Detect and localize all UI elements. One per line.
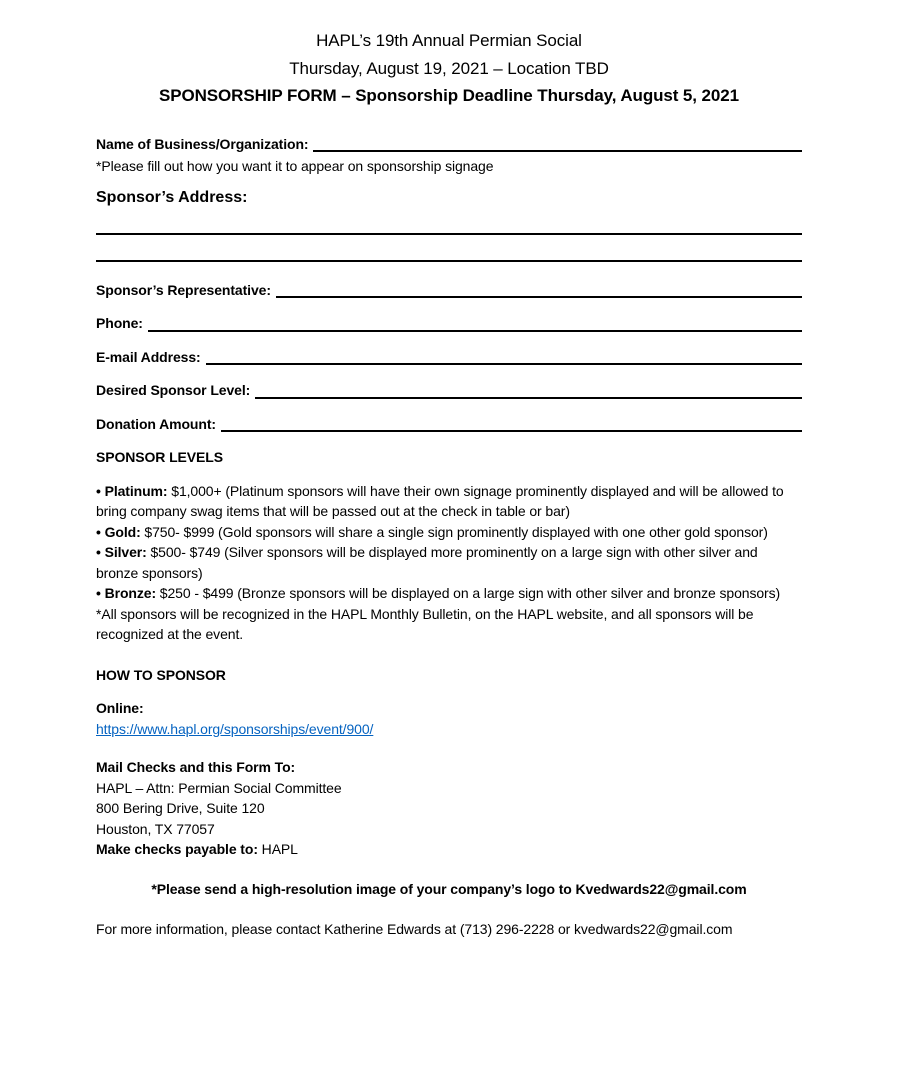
level-desc-bronze: $250 - $499 (Bronze sponsors will be displayed on a large sign with other silver and bronze sponsors) [156, 585, 781, 601]
sponsorship-link[interactable]: https://www.hapl.org/sponsorships/event/900/ [96, 720, 374, 737]
level-name-silver: • Silver: [96, 544, 147, 560]
sponsor-level-label: Desired Sponsor Level: [96, 382, 251, 398]
sponsor-address-block [96, 189, 802, 262]
signage-note: *Please fill out how you want it to appear on sponsorship signage [96, 158, 494, 174]
level-desc-gold: $750- $999 (Gold sponsors will share a single sign prominently displayed with one other gold sponsor) [140, 523, 768, 540]
form-title: SPONSORSHIP FORM – Sponsorship Deadline Thursday, August 5, 2021 [159, 86, 739, 105]
business-name-row [96, 134, 802, 155]
level-desc-silver: $500- $749 (Silver sponsors will be displayed more prominently on a large sign with other silver and bronze sponsors) [96, 544, 758, 581]
event-title: HAPL’s 19th Annual Permian Social [316, 31, 582, 50]
phone-blank-line [148, 322, 802, 332]
how-to-sponsor-heading: HOW TO SPONSOR [96, 666, 226, 683]
document-header [96, 27, 802, 110]
sponsor-level-row [96, 380, 802, 401]
level-item-platinum [96, 481, 802, 522]
address-blank-line-1 [96, 208, 802, 235]
level-item-gold [96, 522, 802, 543]
donation-row [96, 414, 802, 435]
checks-payable-label: Make checks payable to: [96, 841, 258, 857]
sponsor-levels-heading: SPONSOR LEVELS [96, 449, 223, 465]
level-name-gold: • Gold: [96, 523, 141, 540]
donation-blank-line [221, 422, 802, 432]
level-name-bronze: • Bronze: [96, 585, 157, 601]
level-item-silver [96, 542, 802, 583]
level-name-platinum: • Platinum: [96, 482, 168, 499]
representative-row [96, 280, 802, 301]
level-desc-platinum: $1,000+ (Platinum sponsors will have their own signage prominently displayed and will be allowed to bring company swag items that will be passed out at the check in table or bar) [96, 482, 784, 519]
phone-label: Phone: [96, 315, 143, 331]
checks-payable-line [96, 839, 802, 860]
logo-instruction-note: *Please send a high-resolution image of your company’s logo to Kvedwards22@gmail.com [151, 880, 747, 897]
business-name-label: Name of Business/Organization: [96, 135, 309, 152]
mail-checks-label: Mail Checks and this Form To: [96, 759, 296, 775]
mail-address-line-3: Houston, TX 77057 [96, 820, 215, 837]
phone-row [96, 313, 802, 334]
event-date-location: Thursday, August 19, 2021 – Location TBD [289, 58, 609, 78]
sponsor-address-label: Sponsor’s Address: [96, 188, 248, 206]
mail-address-line-2: 800 Bering Drive, Suite 120 [96, 800, 265, 816]
address-blank-line-2 [96, 235, 802, 262]
representative-label: Sponsor’s Representative: [96, 281, 271, 298]
sponsor-levels-list [96, 481, 802, 645]
contact-info-note: For more information, please contact Katherine Edwards at (713) 296-2228 or kvedwards22@gmail.com [96, 921, 733, 937]
mail-checks-block [96, 757, 802, 860]
online-label: Online: [96, 700, 144, 716]
donation-label: Donation Amount: [96, 415, 216, 432]
representative-blank-line [276, 288, 802, 298]
checks-payable-value: HAPL [257, 841, 298, 857]
email-blank-line [206, 355, 802, 365]
mail-address-line-1: HAPL – Attn: Permian Social Committee [96, 779, 342, 796]
sponsors-recognition-note: *All sponsors will be recognized in the HAPL Monthly Bulletin, on the HAPL website, and all sponsors will be recognized at the event. [96, 605, 754, 642]
email-label: E-mail Address: [96, 348, 201, 365]
level-item-bronze [96, 583, 802, 604]
sponsor-level-blank-line [255, 389, 802, 399]
email-row [96, 347, 802, 368]
business-name-blank-line [313, 142, 802, 152]
online-link-line [96, 719, 802, 740]
